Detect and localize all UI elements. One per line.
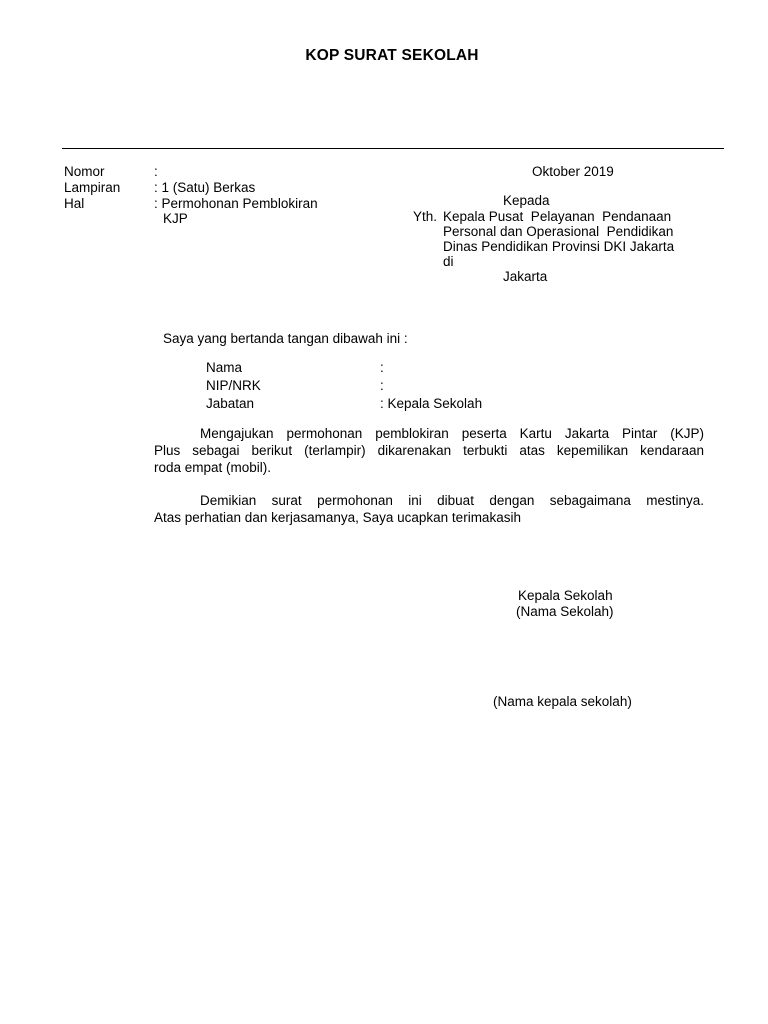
paragraph-1-line-3: roda empat (mobil). [154,460,272,475]
letterhead-divider [62,148,724,149]
field-label-jabatan: Jabatan [206,396,255,411]
recipient-yth: Yth. [413,209,438,224]
nomor-label: Nomor [64,164,105,179]
signature-school: (Nama Sekolah) [516,604,614,619]
recipient-line-1: Kepala Pusat Pelayanan Pendanaan [443,209,672,224]
lampiran-label: Lampiran [64,180,121,195]
recipient-line-3: Dinas Pendidikan Provinsi DKI Jakarta [443,239,675,254]
signature-position: Kepala Sekolah [518,588,613,603]
hal-label: Hal [64,196,85,211]
intro-text: Saya yang bertanda tangan dibawah ini : [163,331,408,346]
nomor-value: : [154,164,158,179]
field-value-jabatan: : Kepala Sekolah [380,396,483,411]
body-paragraph-2 [154,492,704,526]
paragraph-2-line-2: Atas perhatian dan kerjasamanya, Saya ucapkan terimakasih [154,510,521,525]
recipient-kepada: Kepada [503,193,550,208]
paragraph-2-line-1: Demikian surat permohonan ini dibuat dengan sebagaimana mestinya. [200,493,704,508]
hal-value-continued: KJP [163,211,188,226]
body-paragraph-1 [154,425,704,476]
letterhead-title: KOP SURAT SEKOLAH [305,47,479,64]
hal-value: : Permohonan Pemblokiran [154,196,318,211]
field-label-nip: NIP/NRK [206,378,261,393]
field-value-nama: : [380,360,384,375]
recipient-line-4: di [443,254,454,269]
recipient-line-2: Personal dan Operasional Pendidikan [443,224,674,239]
field-value-nip: : [380,378,384,393]
lampiran-value: : 1 (Satu) Berkas [154,180,256,195]
recipient-city: Jakarta [503,269,548,284]
paragraph-1-line-2: Plus sebagai berikut (terlampir) dikarenakan terbukti atas kepemilikan kendaraan [154,443,704,458]
field-label-nama: Nama [206,360,243,375]
paragraph-1-line-1: Mengajukan permohonan pemblokiran peserta Kartu Jakarta Pintar (KJP) [200,426,704,441]
signature-name: (Nama kepala sekolah) [493,694,632,709]
letter-date: Oktober 2019 [532,164,614,179]
